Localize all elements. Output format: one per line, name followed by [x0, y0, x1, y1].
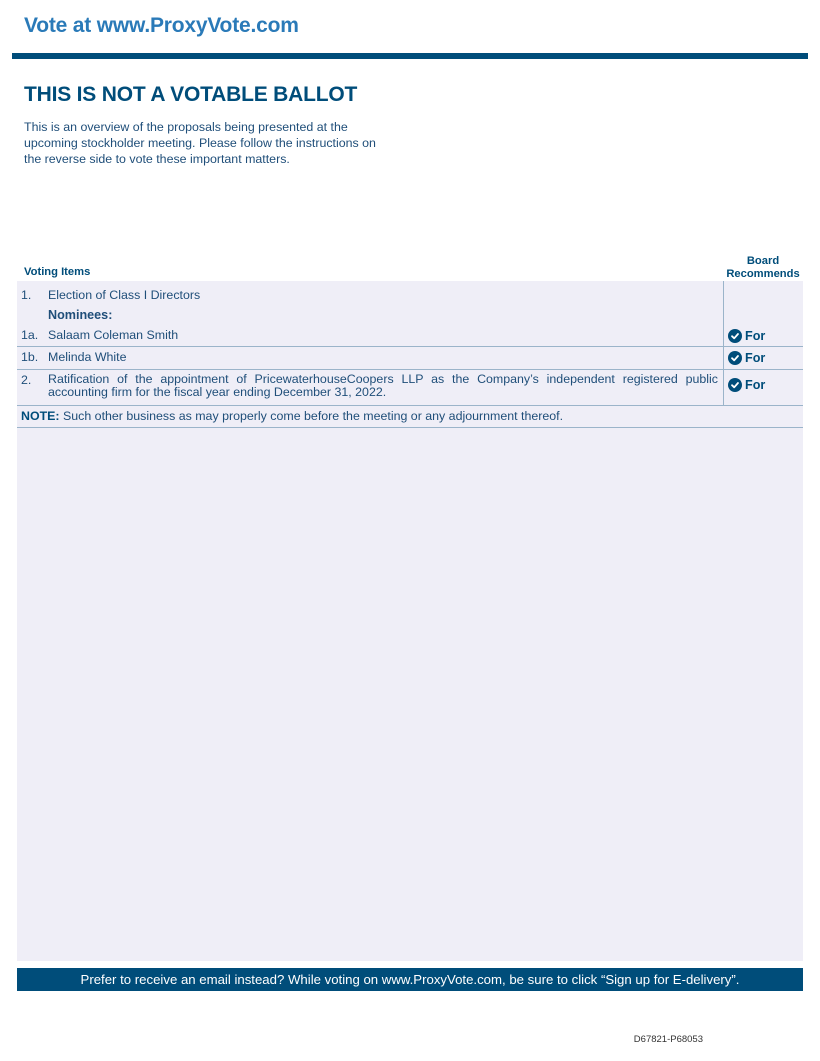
board-recommends-header	[722, 255, 804, 280]
voting-items-panel	[17, 281, 803, 961]
check-circle-icon	[728, 351, 742, 365]
recommendation-label: For	[745, 378, 766, 392]
row-divider	[17, 346, 803, 347]
intro-line: the reverse side to vote these important matters.	[24, 152, 290, 166]
intro-line: upcoming stockholder meeting. Please follow the instructions on	[24, 136, 376, 150]
e-delivery-banner: Prefer to receive an email instead? While voting on www.ProxyVote.com, be sure to click “Sign up for E-delivery”.	[17, 968, 803, 991]
recommendation-badge	[728, 328, 765, 344]
proxyvote-link[interactable]: Vote at www.ProxyVote.com	[24, 14, 299, 37]
check-circle-icon	[728, 378, 742, 392]
recommendation-badge	[728, 377, 765, 393]
recommendation-label: For	[745, 329, 766, 343]
item-number: 1.	[21, 288, 32, 302]
recommendation-label: For	[745, 351, 766, 365]
check-circle-icon	[728, 329, 742, 343]
voting-items-header: Voting Items	[24, 266, 91, 278]
nominee-name: Melinda White	[48, 350, 127, 364]
board-header-line: Board	[746, 255, 780, 267]
item-number: 1b.	[21, 350, 39, 364]
board-header-line: Recommends	[726, 267, 800, 280]
row-divider	[17, 427, 803, 428]
page-title: THIS IS NOT A VOTABLE BALLOT	[24, 83, 358, 106]
nominees-heading: Nominees:	[48, 308, 113, 322]
intro-text	[24, 119, 414, 167]
note-text	[21, 409, 563, 423]
column-divider	[723, 281, 724, 405]
intro-line: This is an overview of the proposals being presented at the	[24, 120, 348, 134]
document-code: D67821-P68053	[633, 1034, 703, 1045]
note-label: NOTE:	[21, 409, 60, 423]
row-divider	[17, 369, 803, 370]
item-number: 1a.	[21, 328, 39, 342]
row-divider	[17, 405, 803, 406]
header-rule	[12, 53, 808, 59]
item-text: Election of Class I Directors	[48, 288, 201, 302]
item-number: 2.	[21, 373, 32, 387]
recommendation-badge	[728, 350, 765, 366]
ratification-text: Ratification of the appointment of PricewaterhouseCoopers LLP as the Company’s independent registered public accounting firm for the fiscal year ending December 31, 2022.	[48, 372, 718, 399]
nominee-name: Salaam Coleman Smith	[48, 328, 179, 342]
note-body: Such other business as may properly come before the meeting or any adjournment thereof.	[59, 409, 564, 423]
